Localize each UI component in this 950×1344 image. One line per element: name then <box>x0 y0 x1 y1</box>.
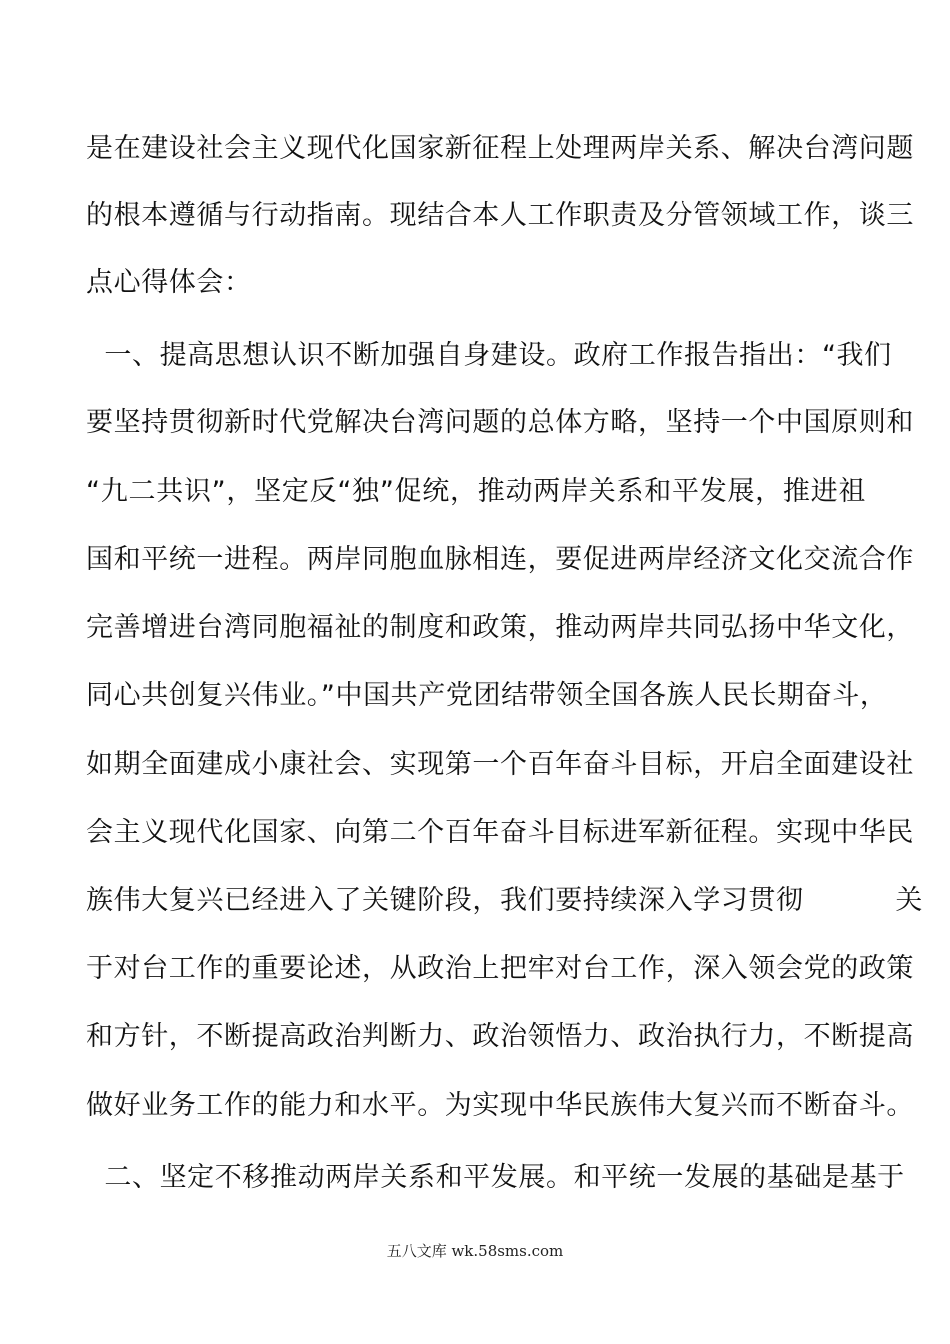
body-line-14: 和方针，不断提高政治判断力、政治领悟力、政治执行力，不断提高 <box>86 1021 914 1052</box>
body-line-15: 做好业务工作的能力和水平。为实现中华民族伟大复兴而不断奋斗。 <box>86 1090 914 1121</box>
body-line-5: 要坚持贯彻新时代党解决台湾问题的总体方略，坚持一个中国原则和 <box>86 407 914 438</box>
body-line-13: 于对台工作的重要论述，从政治上把牢对台工作，深入领会党的政策 <box>86 953 914 984</box>
body-line-12: 族伟大复兴已经进入了关键阶段，我们要持续深入学习贯彻 关 <box>86 885 924 916</box>
body-line-8: 完善增进台湾同胞福祉的制度和政策，推动两岸共同弘扬中华文化， <box>86 612 914 643</box>
footer-watermark: 五八文库 wk.58sms.com <box>386 1242 564 1260</box>
body-line-4-heading-1: 一、提高思想认识不断加强自身建设。政府工作报告指出：“我们 <box>86 340 892 371</box>
body-line-2: 的根本遵循与行动指南。现结合本人工作职责及分管领域工作，谈三 <box>86 200 914 231</box>
body-line-7: 国和平统一进程。两岸同胞血脉相连，要促进两岸经济文化交流合作 <box>86 544 914 575</box>
body-line-1: 是在建设社会主义现代化国家新征程上处理两岸关系、解决台湾问题 <box>86 133 914 164</box>
body-line-6: “九二共识”，坚定反“独”促统，推动两岸关系和平发展，推进祖 <box>86 476 866 507</box>
body-line-3: 点心得体会： <box>86 267 252 298</box>
body-line-10: 如期全面建成小康社会、实现第一个百年奋斗目标，开启全面建设社 <box>86 749 914 780</box>
body-line-9: 同心共创复兴伟业。”中国共产党团结带领全国各族人民长期奋斗， <box>86 680 888 711</box>
body-line-11: 会主义现代化国家、向第二个百年奋斗目标进军新征程。实现中华民 <box>86 817 914 848</box>
body-line-16-heading-2: 二、坚定不移推动两岸关系和平发展。和平统一发展的基础是基于 <box>86 1162 905 1193</box>
